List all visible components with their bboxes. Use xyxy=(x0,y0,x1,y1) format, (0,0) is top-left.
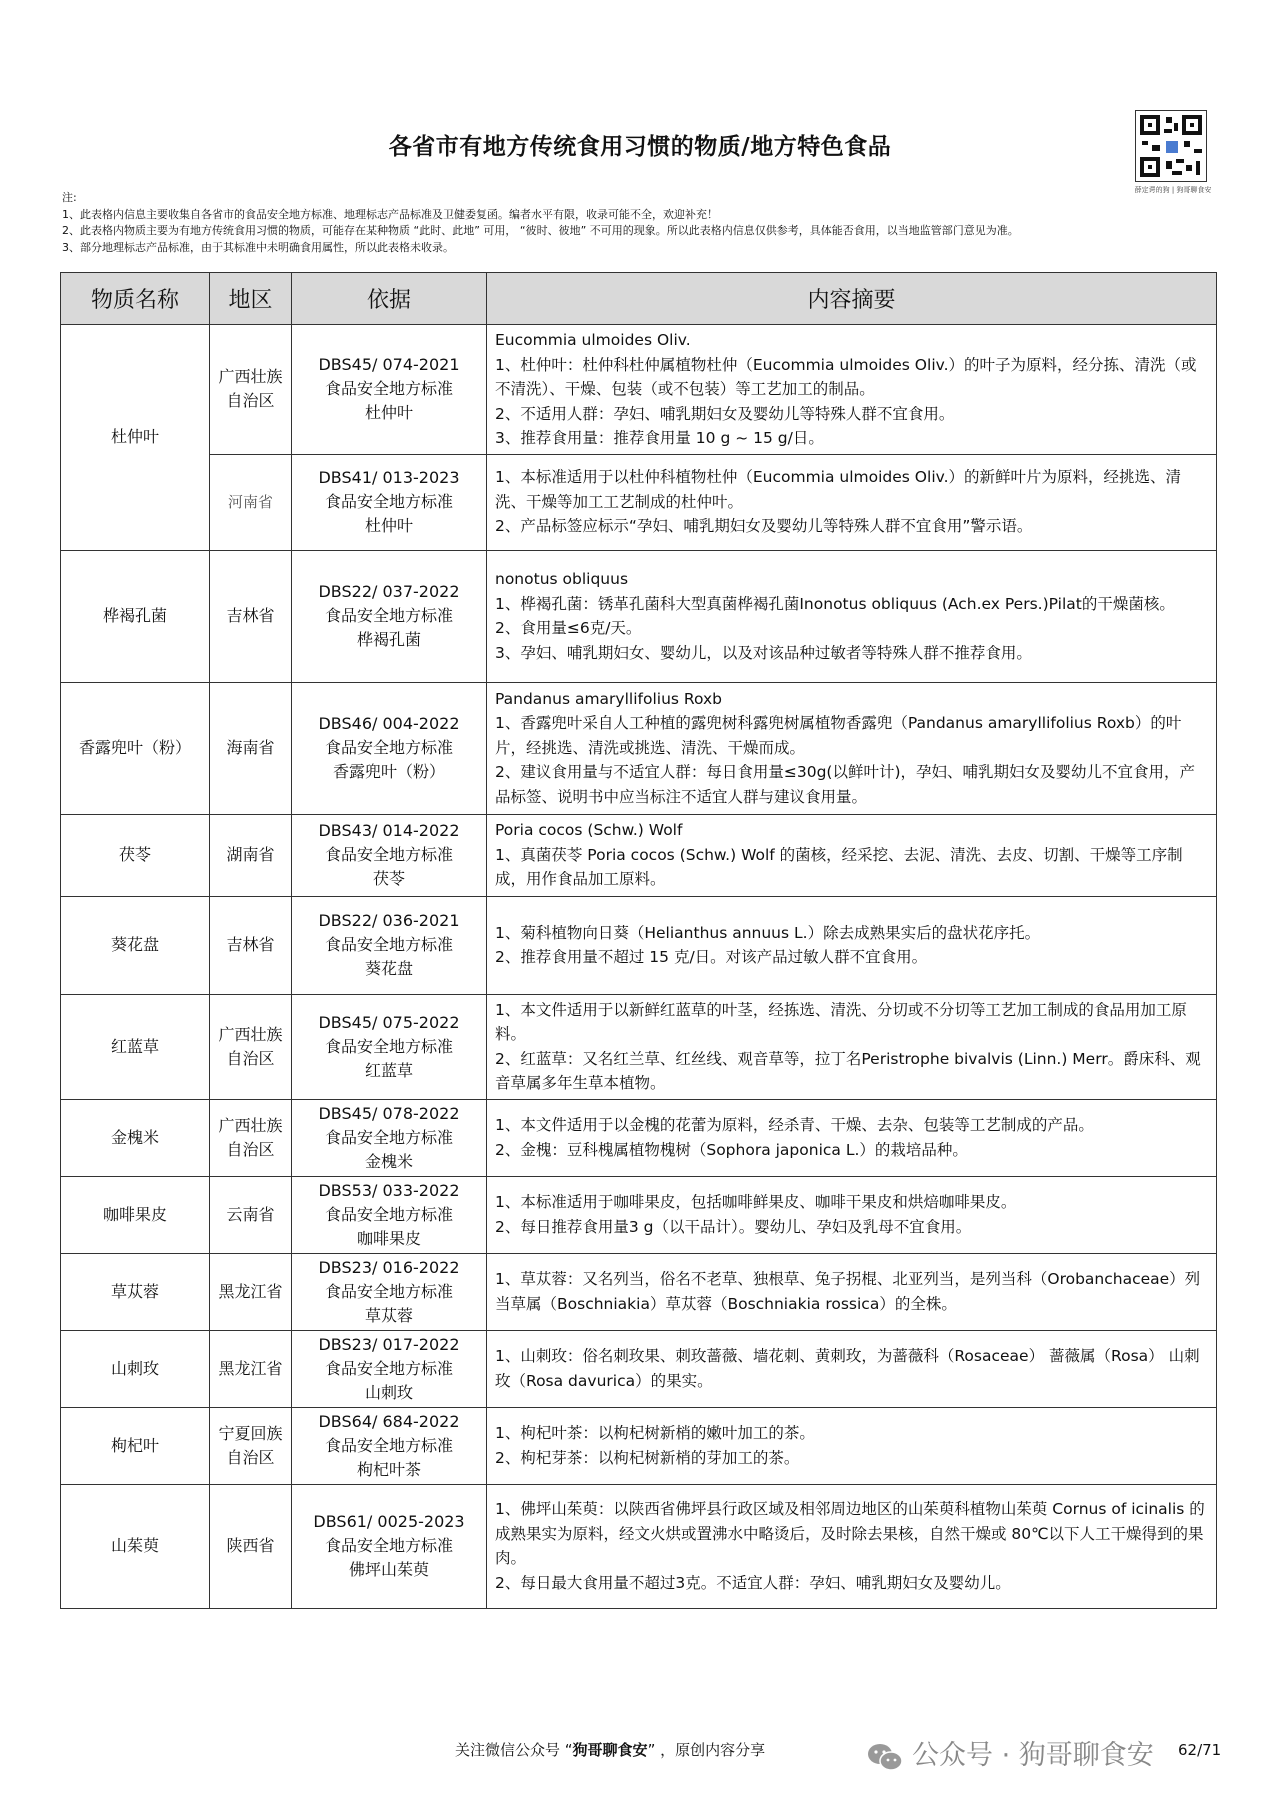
basis-cell xyxy=(292,1176,487,1253)
region-line: 湖南省 xyxy=(226,845,275,864)
summary-cell xyxy=(487,814,1217,896)
header-basis: 依据 xyxy=(292,273,487,325)
footer-text xyxy=(455,1738,765,1762)
footer-suffix: ” ，原创内容分享 xyxy=(647,1741,766,1759)
region-cell xyxy=(210,1484,292,1608)
substance-table xyxy=(60,272,1217,1609)
header-substance-name: 物质名称 xyxy=(61,273,210,325)
summary-cell xyxy=(487,1099,1217,1176)
substance-name-cell: 咖啡果皮 xyxy=(61,1176,210,1253)
summary-line: 2、推荐食用量不超过 15 克/日。对该产品过敏人群不宜食用。 xyxy=(495,948,928,966)
region-line: 自治区 xyxy=(226,1447,275,1467)
region-line: 自治区 xyxy=(226,1048,275,1068)
table-row xyxy=(61,994,1217,1099)
basis-line: DBS45/ 075-2022 xyxy=(318,1012,460,1032)
note-item: 2、此表格内物质主要为有地方传统食用习惯的物质，可能存在某种物质 “此时、此地” 可用， “彼时、彼地” 不可用的现象。所以此表格内信息仅供参考，具体能否食用，以当地监管部门意见为准。 xyxy=(62,224,1019,237)
summary-line: 2、产品标签应标示“孕妇、哺乳期妇女及婴幼儿等特殊人群不宜食用”警示语。 xyxy=(495,517,1033,536)
notes-header: 注: xyxy=(62,191,77,204)
substance-name-cell: 茯苓 xyxy=(61,814,210,896)
substance-name-cell: 杜仲叶 xyxy=(61,325,210,551)
basis-line: DBS46/ 004-2022 xyxy=(318,714,460,733)
basis-line: DBS22/ 037-2022 xyxy=(318,582,460,601)
summary-line: nonotus obliquus xyxy=(495,570,629,588)
header-region: 地区 xyxy=(210,273,292,325)
summary-cell xyxy=(487,682,1217,814)
basis-line: 食品安全地方标准 xyxy=(324,379,453,399)
summary-line: 1、本文件适用于以新鲜红蓝草的叶茎，经拣选、清洗、分切或不分切等工艺加工制成的食品用加工原料。 xyxy=(495,1000,1187,1043)
region-line: 黑龙江省 xyxy=(218,1358,283,1378)
basis-line: 食品安全地方标准 xyxy=(324,1036,453,1056)
basis-line: DBS45/ 078-2022 xyxy=(318,1103,460,1123)
substance-name-cell: 枸杞叶 xyxy=(61,1407,210,1484)
summary-cell xyxy=(487,550,1217,682)
summary-line: Poria cocos (Schw.) Wolf xyxy=(495,821,683,840)
summary-line: 1、菊科植物向日葵（Helianthus annuus L.）除去成熟果实后的盘状花序托。 xyxy=(495,923,1041,942)
summary-cell xyxy=(487,994,1217,1099)
basis-cell xyxy=(292,994,487,1099)
summary-line: Eucommia ulmoides Oliv. xyxy=(495,331,691,349)
summary-line: 1、佛坪山茱萸：以陕西省佛坪县行政区域及相邻周边地区的山茱萸科植物山茱萸 Cornus of icinalis 的成熟果实为原料，经文火烘或置沸水中略烫后，及时除去果核，自然干燥或 80℃以下人工干燥得到的果肉。 xyxy=(495,1500,1205,1567)
wechat-icon xyxy=(866,1742,904,1772)
summary-line: 2、红蓝草：又名红兰草、红丝线、观音草等，拉丁名Peristrophe bivalvis (Linn.) Merr。爵床科、观音草属多年生草本植物。 xyxy=(495,1049,1201,1092)
basis-line: 食品安全地方标准 xyxy=(324,738,453,757)
region-cell xyxy=(210,1253,292,1330)
basis-line: 山刺玫 xyxy=(364,1382,413,1402)
summary-line: 2、食用量≤6克/天。 xyxy=(495,619,642,637)
region-line: 广西壮族 xyxy=(218,1115,283,1135)
summary-cell xyxy=(487,1484,1217,1608)
region-cell xyxy=(210,1176,292,1253)
summary-cell xyxy=(487,1330,1217,1407)
qr-caption: 薛定谔的狗 | 狗哥聊食安 xyxy=(1134,186,1212,194)
table-row xyxy=(61,325,1217,455)
footer-account: 狗哥聊食安 xyxy=(572,1741,648,1759)
basis-line: 桦褐孔菌 xyxy=(356,630,421,649)
basis-line: DBS23/ 017-2022 xyxy=(318,1334,460,1354)
region-cell xyxy=(210,814,292,896)
table-row xyxy=(61,1330,1217,1407)
region-cell xyxy=(210,682,292,814)
summary-line: 3、推荐食用量：推荐食用量 10 g ~ 15 g/日。 xyxy=(495,429,824,447)
basis-line: 枸杞叶茶 xyxy=(356,1459,421,1479)
summary-line: 2、枸杞芽茶：以枸杞树新梢的芽加工的茶。 xyxy=(495,1448,800,1467)
summary-line: 1、杜仲叶：杜仲科杜仲属植物杜仲（Eucommia ulmoides Oliv.）的叶子为原料，经分拣、清洗（或不清洗）、干燥、包装（或不包装）等工艺加工的制品。 xyxy=(495,355,1197,398)
basis-line: DBS53/ 033-2022 xyxy=(318,1180,460,1200)
basis-line: 食品安全地方标准 xyxy=(324,1435,453,1455)
summary-line: 1、山刺玫：俗名刺玫果、刺玫蔷薇、墙花刺、黄刺玫，为蔷薇科（Rosaceae） 蔷薇属（Rosa） 山刺玫（Rosa davurica）的果实。 xyxy=(495,1347,1200,1390)
basis-line: 食品安全地方标准 xyxy=(324,1127,453,1147)
table-row xyxy=(61,896,1217,994)
summary-line: 2、每日推荐食用量3 g（以干品计）。婴幼儿、孕妇及乳母不宜食用。 xyxy=(495,1217,972,1236)
summary-line: 2、不适用人群：孕妇、哺乳期妇女及婴幼儿等特殊人群不宜食用。 xyxy=(495,404,955,423)
summary-cell xyxy=(487,1253,1217,1330)
basis-cell xyxy=(292,1253,487,1330)
region-line: 自治区 xyxy=(226,1139,275,1159)
table-row xyxy=(61,1407,1217,1484)
basis-line: DBS61/ 0025-2023 xyxy=(313,1512,465,1531)
region-cell xyxy=(210,454,292,550)
substance-name-cell: 桦褐孔菌 xyxy=(61,550,210,682)
basis-cell xyxy=(292,550,487,682)
table-row xyxy=(61,550,1217,682)
note-item: 3、部分地理标志产品标准，由于其标准中未明确食用属性，所以此表格未收录。 xyxy=(62,240,454,254)
table-row xyxy=(61,1176,1217,1253)
footer-prefix: 关注微信公众号 “ xyxy=(455,1741,573,1759)
account-watermark: 公众号 · 狗哥聊食安 xyxy=(912,1740,1154,1771)
region-line: 黑龙江省 xyxy=(218,1281,283,1301)
region-cell xyxy=(210,896,292,994)
summary-line: 3、孕妇、哺乳期妇女、婴幼儿，以及对该品种过敏者等特殊人群不推荐食用。 xyxy=(495,643,1032,662)
page-number: 62/71 xyxy=(1178,1741,1222,1759)
summary-line: 1、香露兜叶采自人工种植的露兜树科露兜树属植物香露兜（Pandanus amaryllifolius Roxb）的叶片，经挑选、清洗或挑选、清洗、干燥而成。 xyxy=(495,714,1182,757)
note-item: 1、此表格内信息主要收集自各省市的食品安全地方标准、地理标志产品标准及卫健委复函。编者水平有限，收录可能不全，欢迎补充！ xyxy=(62,207,718,221)
basis-line: DBS45/ 074-2021 xyxy=(318,355,460,375)
summary-line: 1、草苁蓉：又名列当，俗名不老草、独根草、兔子拐棍、北亚列当，是列当科（Orobanchaceae）列当草属（Boschniakia）草苁蓉（Boschniakia rossica）的全株。 xyxy=(495,1270,1201,1313)
substance-name-cell: 金槐米 xyxy=(61,1099,210,1176)
basis-line: DBS43/ 014-2022 xyxy=(318,821,460,840)
basis-line: DBS64/ 684-2022 xyxy=(318,1411,460,1431)
region-cell xyxy=(210,1330,292,1407)
region-line: 吉林省 xyxy=(226,935,275,954)
basis-line: 咖啡果皮 xyxy=(356,1228,421,1248)
summary-cell xyxy=(487,1176,1217,1253)
basis-line: 食品安全地方标准 xyxy=(324,935,453,954)
summary-cell xyxy=(487,325,1217,455)
substance-name-cell: 山茱萸 xyxy=(61,1484,210,1608)
basis-line: 食品安全地方标准 xyxy=(324,1204,453,1224)
summary-line: 1、真菌茯苓 Poria cocos (Schw.) Wolf 的菌核，经采挖、去泥、清洗、去皮、切割、干燥等工序制成，用作食品加工原料。 xyxy=(495,845,1183,889)
basis-cell xyxy=(292,454,487,550)
region-line: 广西壮族 xyxy=(218,367,283,387)
basis-line: 香露兜叶（粉） xyxy=(332,762,445,781)
region-line: 吉林省 xyxy=(226,606,275,625)
basis-cell xyxy=(292,1407,487,1484)
region-cell xyxy=(210,994,292,1099)
region-cell xyxy=(210,550,292,682)
summary-line: 2、建议食用量与不适宜人群：每日食用量≤30g(以鲜叶计)，孕妇、哺乳期妇女及婴幼儿不宜食用，产品标签、说明书中应当标注不适宜人群与建议食用量。 xyxy=(495,763,1196,806)
basis-line: 杜仲叶 xyxy=(364,403,413,423)
basis-line: 杜仲叶 xyxy=(364,516,413,535)
substance-name-cell: 红蓝草 xyxy=(61,994,210,1099)
page-title: 各省市有地方传统食用习惯的物质/地方特色食品 xyxy=(388,134,892,160)
region-line: 自治区 xyxy=(226,391,275,411)
region-cell xyxy=(210,1407,292,1484)
basis-cell xyxy=(292,1099,487,1176)
basis-line: 金槐米 xyxy=(364,1151,413,1171)
summary-line: 2、金槐：豆科槐属植物槐树（Sophora japonica L.）的栽培品种。 xyxy=(495,1140,968,1159)
basis-cell xyxy=(292,325,487,455)
table-row xyxy=(61,814,1217,896)
basis-line: 佛坪山茱萸 xyxy=(348,1560,429,1579)
substance-name-cell: 葵花盘 xyxy=(61,896,210,994)
summary-line: 1、桦褐孔菌：锈革孔菌科大型真菌桦褐孔菌Inonotus obliquus (Ach.ex Pers.)Pilat的干燥菌核。 xyxy=(495,594,1175,613)
substance-name-cell: 山刺玫 xyxy=(61,1330,210,1407)
basis-line: 食品安全地方标准 xyxy=(324,845,453,864)
basis-line: 食品安全地方标准 xyxy=(324,492,453,511)
summary-cell xyxy=(487,896,1217,994)
basis-line: 红蓝草 xyxy=(364,1060,413,1080)
region-line: 海南省 xyxy=(226,738,275,757)
region-line: 河南省 xyxy=(227,493,273,511)
table-row xyxy=(61,1253,1217,1330)
region-line: 云南省 xyxy=(226,1204,275,1224)
summary-line: 1、枸杞叶茶：以枸杞树新梢的嫩叶加工的茶。 xyxy=(495,1424,815,1442)
table-row xyxy=(61,682,1217,814)
substance-name-cell: 草苁蓉 xyxy=(61,1253,210,1330)
basis-cell xyxy=(292,1484,487,1608)
basis-cell xyxy=(292,814,487,896)
summary-cell xyxy=(487,454,1217,550)
basis-cell xyxy=(292,1330,487,1407)
basis-line: 食品安全地方标准 xyxy=(324,1281,453,1301)
table-row xyxy=(61,454,1217,550)
summary-line: 1、本文件适用于以金槐的花蕾为原料，经杀青、干燥、去杂、包装等工艺制成的产品。 xyxy=(495,1116,1094,1134)
region-cell xyxy=(210,1099,292,1176)
basis-line: 葵花盘 xyxy=(364,959,413,978)
table-row xyxy=(61,1484,1217,1608)
summary-line: 2、每日最大食用量不超过3克。不适宜人群：孕妇、哺乳期妇女及婴幼儿。 xyxy=(495,1573,1011,1592)
summary-cell xyxy=(487,1407,1217,1484)
table-row xyxy=(61,1099,1217,1176)
substance-name-cell: 香露兜叶（粉） xyxy=(61,682,210,814)
region-cell xyxy=(210,325,292,455)
basis-line: DBS41/ 013-2023 xyxy=(318,468,460,487)
header-summary: 内容摘要 xyxy=(487,273,1217,325)
basis-cell xyxy=(292,682,487,814)
table-body xyxy=(61,325,1217,1609)
basis-line: DBS23/ 016-2022 xyxy=(318,1257,460,1277)
region-line: 宁夏回族 xyxy=(218,1423,283,1443)
summary-line: Pandanus amaryllifolius Roxb xyxy=(495,689,722,708)
summary-line: 1、本标准适用于咖啡果皮，包括咖啡鲜果皮、咖啡干果皮和烘焙咖啡果皮。 xyxy=(495,1193,1017,1211)
basis-line: 草苁蓉 xyxy=(364,1305,413,1325)
basis-cell xyxy=(292,896,487,994)
basis-line: 食品安全地方标准 xyxy=(324,606,453,625)
notes xyxy=(62,190,1222,256)
basis-line: 茯苓 xyxy=(372,869,405,888)
basis-line: 食品安全地方标准 xyxy=(324,1358,453,1378)
region-line: 陕西省 xyxy=(226,1536,275,1555)
basis-line: DBS22/ 036-2021 xyxy=(318,911,460,930)
summary-line: 1、本标准适用于以杜仲科植物杜仲（Eucommia ulmoides Oliv.）的新鲜叶片为原料，经挑选、清洗、干燥等加工工艺制成的杜仲叶。 xyxy=(495,468,1182,511)
basis-line: 食品安全地方标准 xyxy=(324,1536,453,1555)
region-line: 广西壮族 xyxy=(218,1024,283,1044)
table-header-row xyxy=(61,273,1217,325)
